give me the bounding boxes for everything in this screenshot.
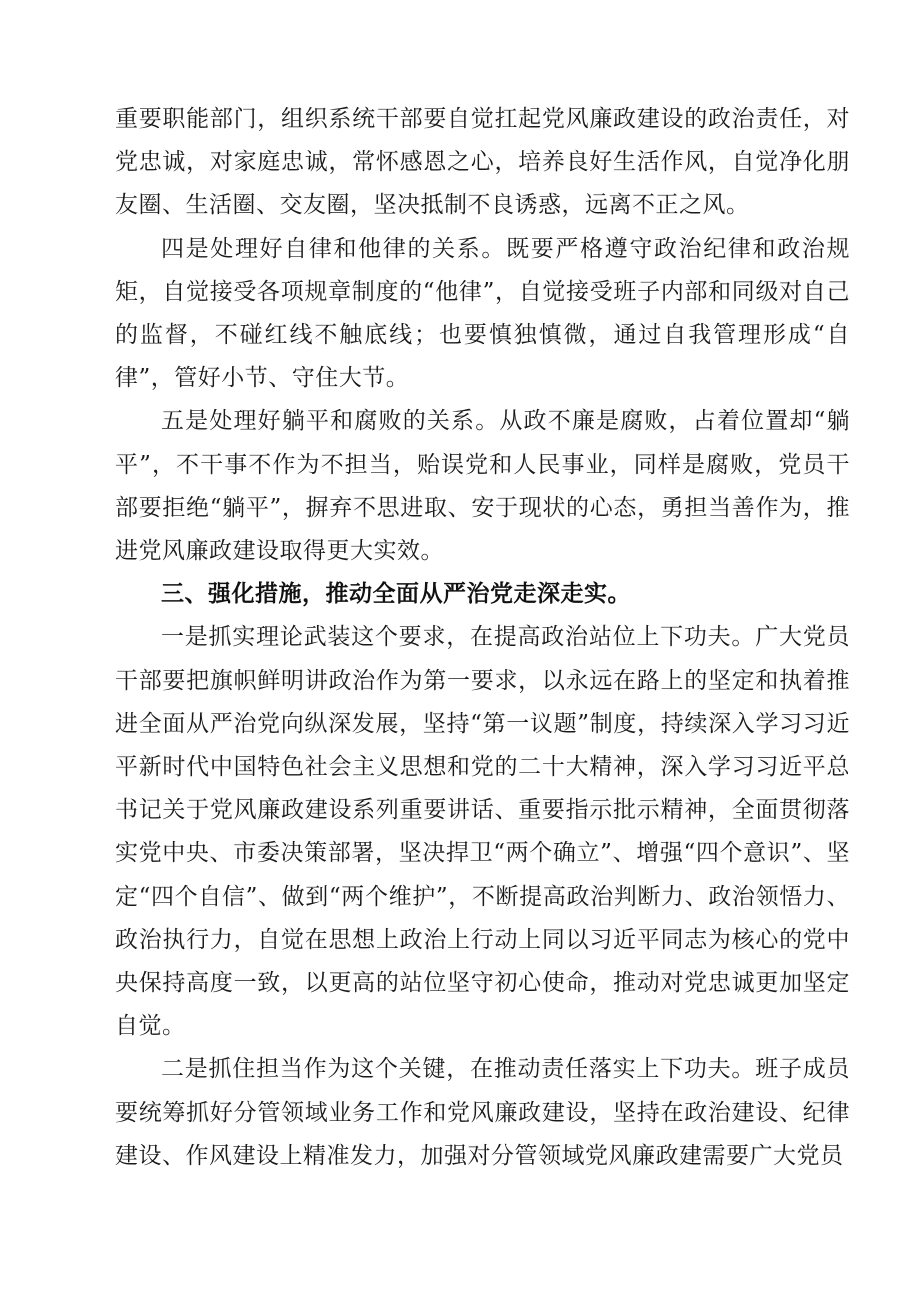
paragraph-lying-flat: 五是处理好躺平和腐败的关系。从政不廉是腐败，占着位置却“躺平”，不干事不作为不担当，贻误党和人民事业，同样是腐败，党员干部要拒绝“躺平”，摒弃不思进取、安于现状的心态，勇担当善作为，推进党风廉政建设取得更大实效。	[115, 408, 850, 565]
paragraph-continuation: 重要职能部门，组织系统干部要自觉扛起党风廉政建设的政治责任，对党忠诚，对家庭忠诚，常怀感恩之心，培养良好生活作风，自觉净化朋友圈、生活圈、交友圈，坚决抵制不良诱惑，远离不正之风。	[115, 106, 850, 219]
document-body	[115, 98, 850, 1178]
section-heading-three: 三、强化措施，推动全面从严治党走深走实。	[161, 581, 631, 608]
paragraph-theory: 一是抓实理论武装这个要求，在提高政治站位上下功夫。广大党员干部要把旗帜鲜明讲政治作为第一要求，以永远在路上的坚定和执着推进全面从严治党向纵深发展，坚持“第一议题”制度，持续深入学习习近平新时代中国特色社会主义思想和党的二十大精神，深入学习习近平总书记关于党风廉政建设系列重要讲话、重要指示批示精神，全面贯彻落实党中央、市委决策部署，坚决捍卫“两个确立”、增强“四个意识”、坚定“四个自信”、做到“两个维护”，不断提高政治判断力、政治领悟力、政治执行力，自觉在思想上政治上行动上同以习近平同志为核心的党中央保持高度一致，以更高的站位坚守初心使命，推动对党忠诚更加坚定自觉。	[115, 624, 850, 1040]
paragraph-self-discipline: 四是处理好自律和他律的关系。既要严格遵守政治纪律和政治规矩，自觉接受各项规章制度的“他律”，自觉接受班子内部和同级对自己的监督，不碰红线不触底线；也要慎独慎微，通过自我管理形成“自律”，管好小节、守住大节。	[115, 235, 850, 392]
paragraph-responsibility: 二是抓住担当作为这个关键，在推动责任落实上下功夫。班子成员要统筹抓好分管领域业务工作和党风廉政建设，坚持在政治建设、纪律建设、作风建设上精准发力，加强对分管领域党风廉政建需要广大党员	[115, 1056, 850, 1169]
